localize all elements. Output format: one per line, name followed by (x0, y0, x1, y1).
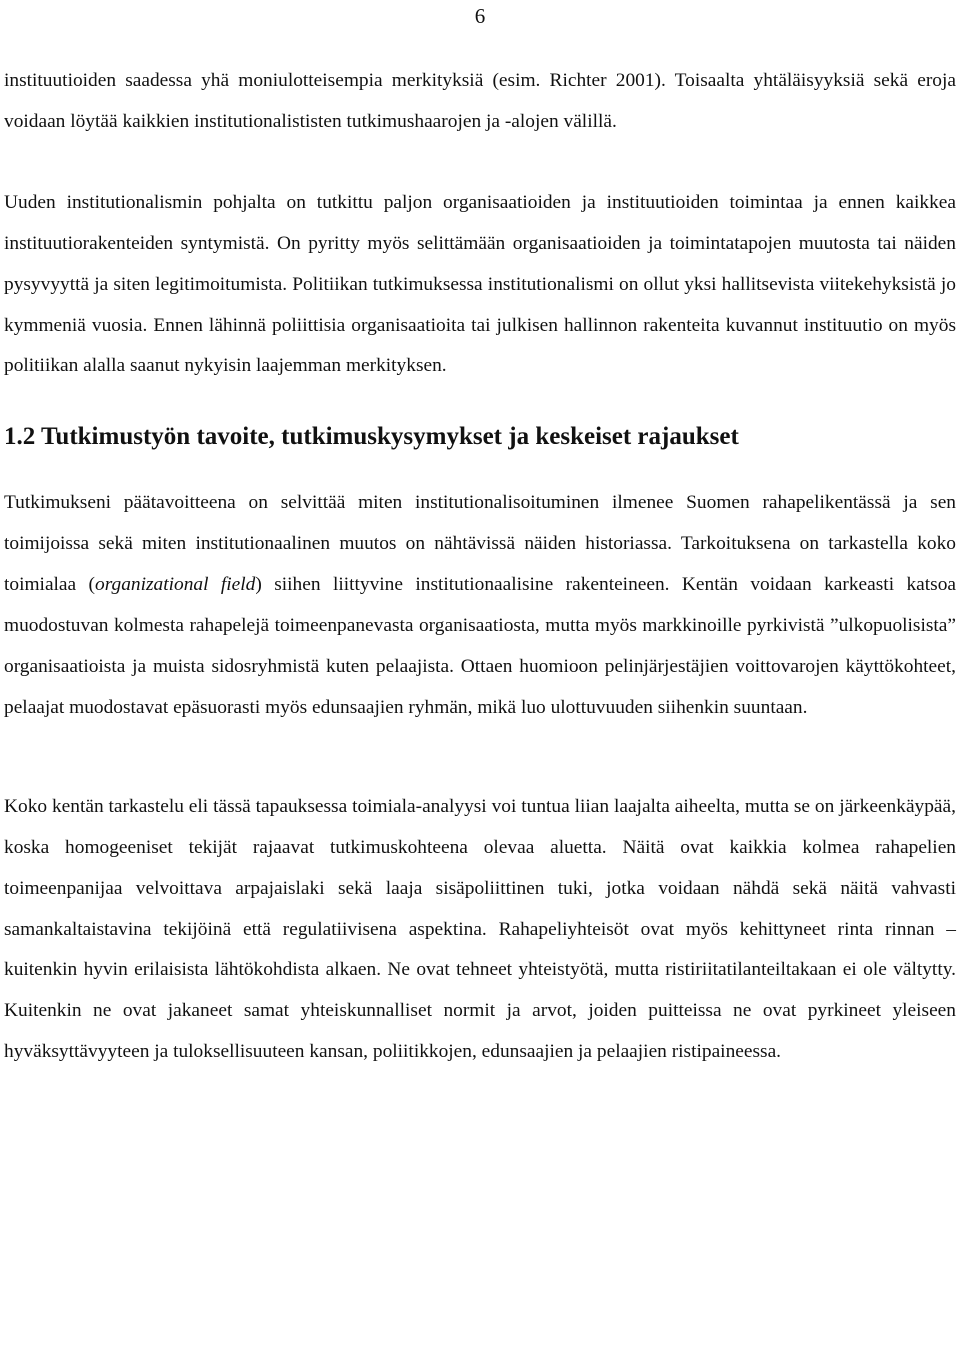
page-number: 6 (474, 4, 486, 28)
organizational-field-term: organizational field (95, 574, 256, 596)
paragraph-research-goal (4, 483, 956, 728)
paragraph-research-goal-text-1: Tutkimukseni päätavoitteena on selvittää miten institutionalisoituminen ilmenee Suomen rahapelikentässä ja sen toimijoissa sekä miten institutionaalinen muutos on nähtävissä näiden historiassa. Tarkoituksena on tarkastella koko toimialaa ( (4, 492, 956, 596)
document-body (4, 61, 956, 1073)
section-heading: 1.2 Tutkimustyön tavoite, tutkimuskysymykset ja keskeiset rajaukset (4, 423, 739, 451)
paragraph-research-goal-text-2: ) siihen liittyvine institutionaalisine rakenteineen. Kentän voidaan karkeasti katsoa muodostuvan kolmesta rahapelejä toimeenpanevasta organisaatiosta, mutta myös markkinoille pyrkivistä ”ulkopuolisista” organisaatioista ja muista sidosryhmistä kuten pelaajista. Ottaen huomioon pelinjärjestäjien voittovarojen käyttökohteet, pelaajat muodostavat epäsuorasti myös edunsaajien ryhmän, mikä luo ulottuvuuden siihenkin suuntaan. (4, 574, 957, 718)
paragraph-intro-continuation: instituutioiden saadessa yhä moniulotteisempia merkityksiä (esim. Richter 2001). Toisaalta yhtäläisyyksiä sekä eroja voidaan löytää kaikkien institutionalististen tutkimushaarojen ja -alojen välillä. (4, 70, 956, 132)
paragraph-field-analysis: Koko kentän tarkastelu eli tässä tapauksessa toimiala-analyysi voi tuntua liian laajalta aiheelta, mutta se on järkeenkäypää, koska homogeeniset tekijät rajaavat tutkimuskohteena olevaa aluetta. Näitä ovat kaikkia kolmea rahapelien toimeenpanijaa velvoittava arpajaislaki sekä laaja sisäpoliittinen tuki, jotka voidaan nähdä sekä näitä vahvasti samankaltaistavina tekijöinä että regulatiivisena aspektina. Rahapeliyhteisöt ovat myös kehittyneet rinta rinnan – kuitenkin hyvin erilaisista lähtökohdista alkaen. Ne ovat tehneet yhteistyötä, mutta ristiriitatilanteiltakaan ei ole vältytty. Kuitenkin ne ovat jakaneet samat yhteiskunnalliset normit ja arvot, joiden puitteissa ne ovat pyrkineet yleiseen hyväksyttävyyteen ja tuloksellisuuteen kansan, poliitikkojen, edunsaajien ja pelaajien ristipaineessa. (4, 795, 956, 1063)
paragraph-new-institutionalism: Uuden institutionalismin pohjalta on tutkittu paljon organisaatioiden ja instituutioiden toimintaa ja ennen kaikkea instituutiorakenteiden syntymistä. On pyritty myös selittämään organisaatioiden ja toimintatapojen muutosta tai näiden pysyvyyttä ja siten legitimoitumista. Politiikan tutkimuksessa institutionalismi on ollut yksi hallitsevista viitekehyksistä jo kymmeniä vuosia. Ennen lähinnä poliittisia organisaatioita tai julkisen hallinnon rakenteita kuvannut instituutio on myös politiikan alalla saanut nykyisin laajemman merkityksen. (4, 191, 956, 377)
